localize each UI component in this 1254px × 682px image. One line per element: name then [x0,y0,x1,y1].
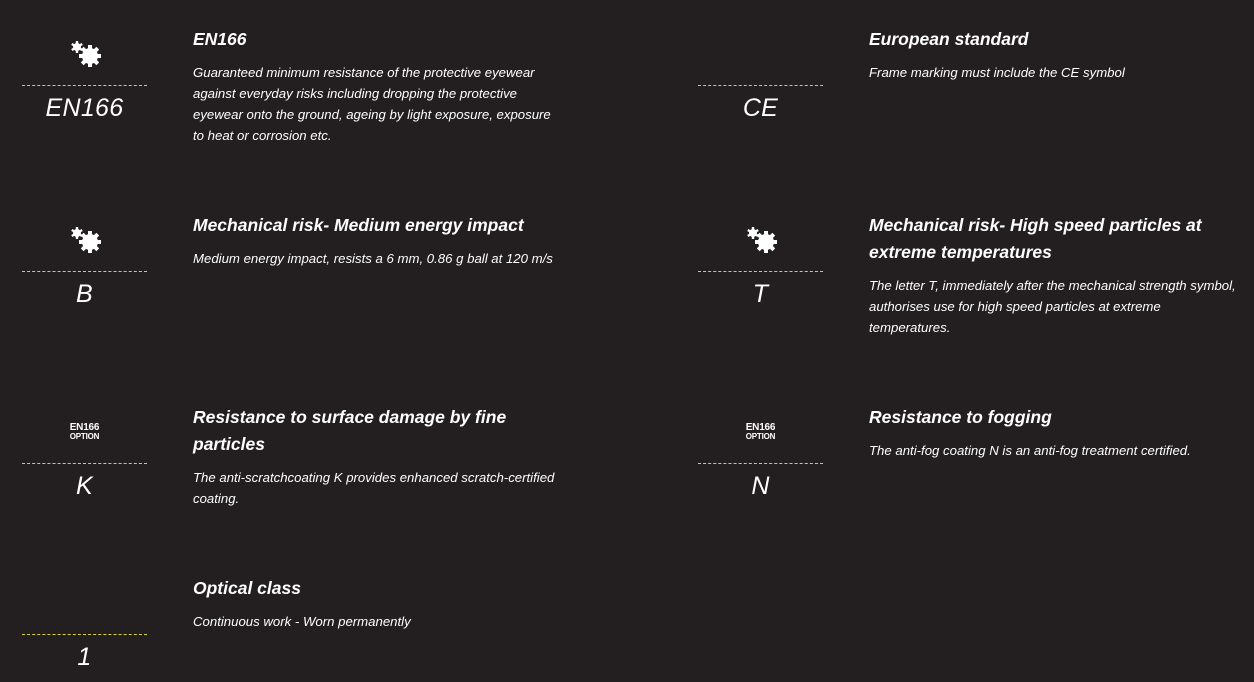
logo-line-1: EN166 [745,422,776,433]
standard-description: Continuous work - Worn permanently [193,614,411,629]
standard-description: Guaranteed minimum resistance of the protective eyewear against everyday risks including dropping the protective eyewear onto the ground, ageing by light exposure, exposure to heat or corrosion etc. [193,65,551,143]
standard-code: EN166 [45,94,124,122]
standard-item-t [698,212,1254,372]
en166-option-logo [698,418,823,446]
gear-icon [698,226,823,254]
standard-title: Resistance to fogging [869,407,1052,427]
standard-title: Optical class [193,578,301,598]
logo-line-2: OPTION [745,432,776,441]
standard-title: Resistance to surface damage by fine particles [193,407,507,454]
standard-text [193,26,563,146]
logo-line-1: EN166 [69,422,100,433]
standard-code: T [752,280,769,308]
standard-text [193,404,563,509]
dashed-divider [698,463,823,464]
en166-option-logo [22,418,147,446]
standard-description: Medium energy impact, resists a 6 mm, 0.86 g ball at 120 m/s [193,251,553,266]
standard-code: 1 [77,643,92,671]
dashed-divider [22,85,147,86]
standard-item-en166 [22,26,582,186]
standard-text [869,404,1239,461]
standard-item-b [22,212,582,372]
standard-text [869,26,1239,83]
standard-text [193,575,563,632]
standard-title: EN166 [193,29,247,49]
standard-description: The letter T, immediately after the mechanical strength symbol, authorises use for high speed particles at extreme temperatures. [869,278,1236,335]
dashed-divider [698,85,823,86]
standard-text [193,212,563,269]
dashed-divider [22,463,147,464]
standard-title: European standard [869,29,1029,49]
dashed-divider [22,271,147,272]
gear-icon [22,226,147,254]
standard-description: The anti-fog coating N is an anti-fog treatment certified. [869,443,1191,458]
standard-code: N [751,472,770,500]
standard-item-k [22,404,582,564]
standard-code: K [76,472,93,500]
standard-item-optical-class [22,575,582,682]
standard-item-n [698,404,1254,564]
dashed-divider [698,271,823,272]
standard-title: Mechanical risk- Medium energy impact [193,215,524,235]
dashed-divider [22,634,147,635]
logo-line-2: OPTION [69,432,100,441]
standard-title: Mechanical risk- High speed particles at extreme temperatures [869,215,1202,262]
standard-item-ce [698,26,1254,186]
standard-code: B [76,280,93,308]
gear-icon [22,40,147,68]
standard-code: CE [742,94,779,122]
standard-text [869,212,1239,338]
standard-description: Frame marking must include the CE symbol [869,65,1125,80]
standard-description: The anti-scratchcoating K provides enhanced scratch-certified coating. [193,470,555,506]
